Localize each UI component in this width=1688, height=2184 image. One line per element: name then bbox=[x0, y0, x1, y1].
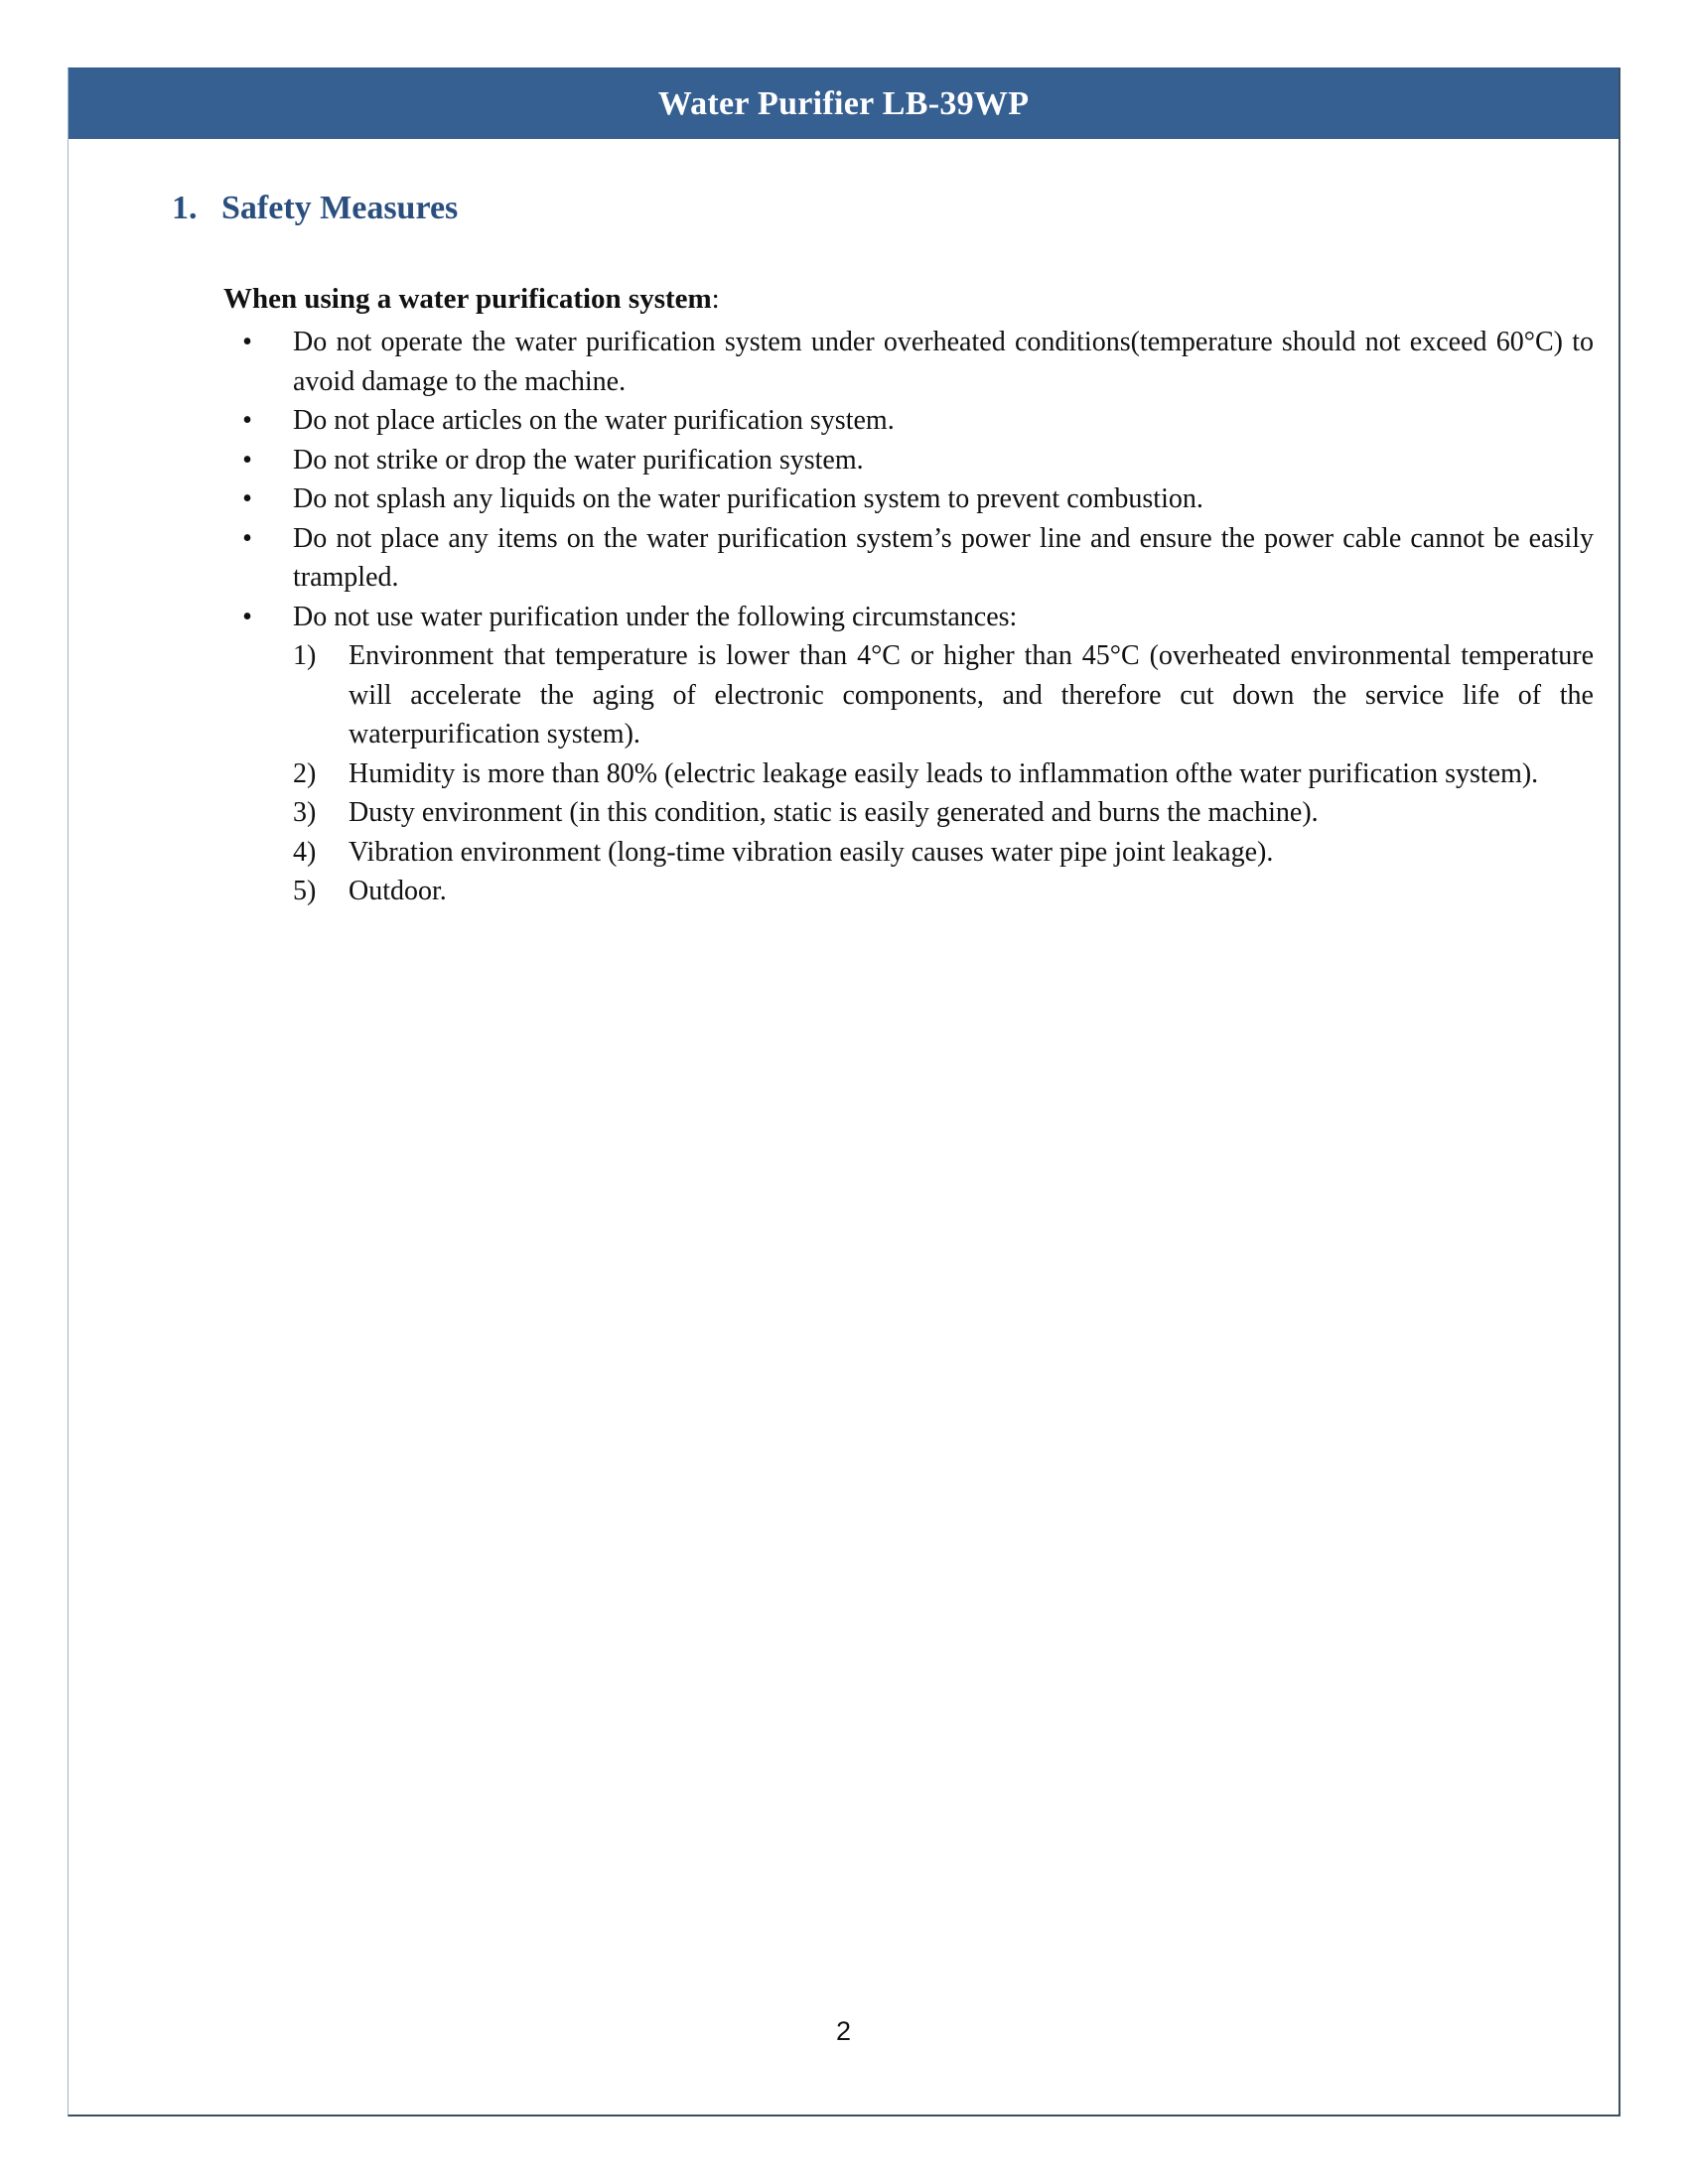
bullet-text: Do not use water purification under the following circumstances: bbox=[293, 601, 1018, 632]
intro-line bbox=[223, 279, 720, 319]
bullet-marker: • bbox=[242, 522, 252, 554]
intro-bold-text: When using a water purification system bbox=[223, 283, 712, 315]
circumstance-text: Outdoor. bbox=[349, 876, 447, 906]
bullet-marker: • bbox=[242, 483, 252, 514]
list-item bbox=[223, 598, 1594, 911]
bullet-text: Do not splash any liquids on the water purification system to prevent combustion. bbox=[293, 483, 1203, 514]
bullet-marker: • bbox=[242, 601, 252, 632]
circumstance-number: 1) bbox=[293, 640, 317, 671]
safety-bullet-list bbox=[223, 323, 1594, 911]
circumstances-list bbox=[293, 636, 1594, 911]
circumstance-text: Humidity is more than 80% (electric leakage easily leads to inflammation ofthe water purification system). bbox=[349, 757, 1539, 789]
circumstance-text: Vibration environment (long-time vibration easily causes water pipe joint leakage). bbox=[349, 836, 1274, 868]
list-item bbox=[223, 323, 1594, 401]
section-heading bbox=[172, 190, 458, 227]
list-item bbox=[223, 401, 1594, 441]
document-header-title: Water Purifier LB-39WP bbox=[69, 68, 1618, 139]
bullet-marker: • bbox=[242, 405, 252, 436]
circumstance-item bbox=[293, 754, 1594, 794]
circumstance-number: 3) bbox=[293, 797, 317, 828]
bullet-text: Do not operate the water purification system under overheated conditions(temperature should not exceed 60°C) to avoid damage to the machine. bbox=[293, 327, 1594, 397]
circumstance-text: Dusty environment (in this condition, static is easily generated and burns the machine). bbox=[349, 797, 1319, 828]
page-frame bbox=[68, 68, 1620, 2116]
bullet-marker: • bbox=[242, 444, 252, 476]
circumstance-number: 5) bbox=[293, 876, 317, 906]
circumstance-text: Environment that temperature is lower than 4°C or higher than 45°C (overheated environmental temperature will accelerate the aging of electronic components, and therefore cut down the service life of the waterpurification system). bbox=[349, 640, 1594, 750]
page-number: 2 bbox=[835, 2016, 852, 2046]
list-item bbox=[223, 479, 1594, 519]
section-title: Safety Measures bbox=[221, 190, 459, 226]
intro-suffix: : bbox=[711, 283, 720, 315]
circumstance-item bbox=[293, 872, 1594, 911]
list-item bbox=[223, 441, 1594, 480]
bullet-text: Do not place any items on the water purification system’s power line and ensure the power cable cannot be easily trampled. bbox=[293, 522, 1594, 593]
circumstance-item bbox=[293, 833, 1594, 873]
list-item bbox=[223, 519, 1594, 598]
circumstance-item bbox=[293, 793, 1594, 833]
bullet-text: Do not strike or drop the water purification system. bbox=[293, 444, 864, 476]
bullet-text: Do not place articles on the water purification system. bbox=[293, 405, 895, 436]
circumstance-number: 2) bbox=[293, 757, 317, 789]
section-number: 1. bbox=[172, 190, 198, 226]
circumstance-number: 4) bbox=[293, 836, 317, 868]
bullet-marker: • bbox=[242, 327, 252, 357]
circumstance-item bbox=[293, 636, 1594, 754]
